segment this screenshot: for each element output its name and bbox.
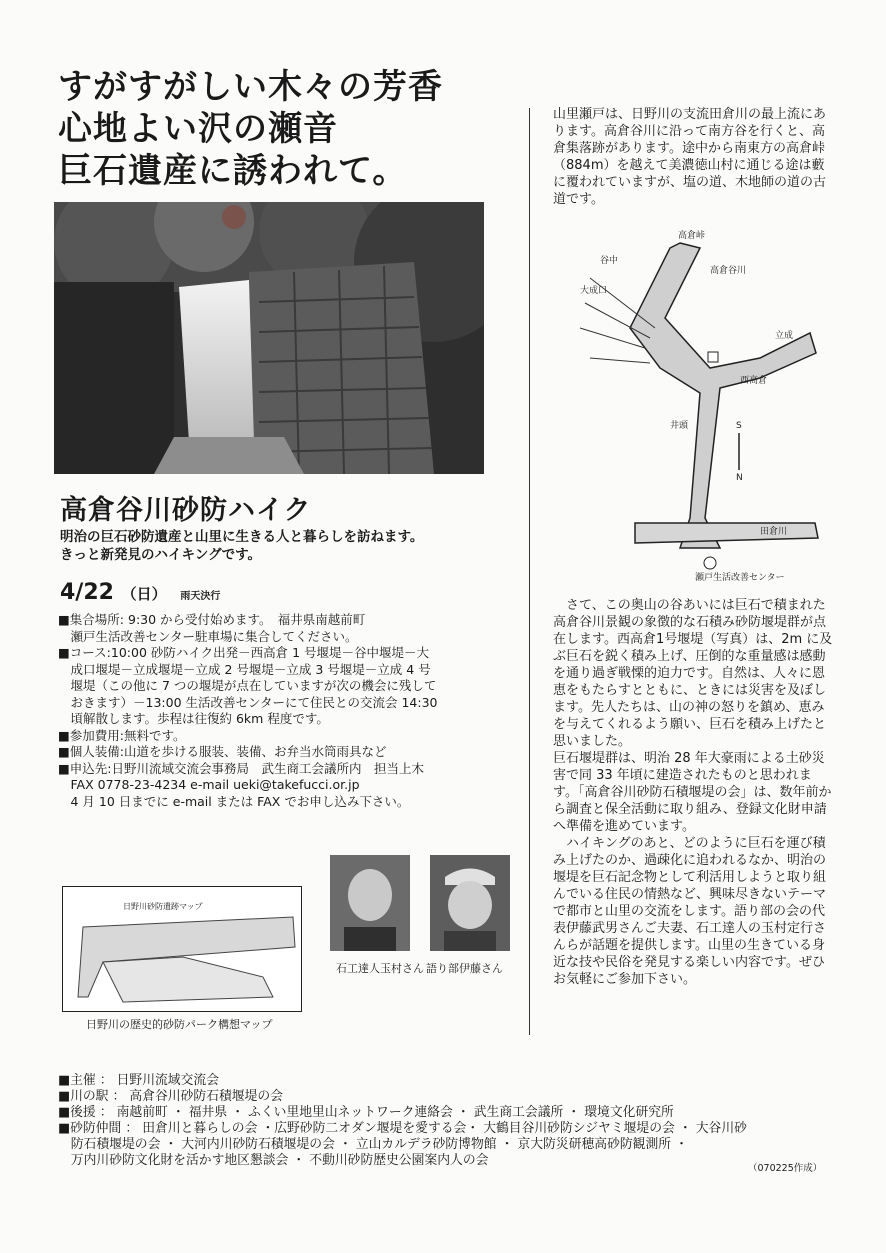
event-lead-line-1: 明治の巨石砂防遺産と山里に生きる人と暮らしを訪ねます。 <box>60 529 424 545</box>
event-lead-line-2: きっと新発見のハイキングです。 <box>60 547 262 563</box>
detail-line: 4 月 10 日までに e-mail または FAX でお申し込み下さい。 <box>58 793 410 809</box>
detail-line: ■コース:10:00 砂防ハイク出発－西高倉 1 号堰堤－谷中堰堤－大 <box>58 645 430 660</box>
portrait-caption-tamamura: 石工達人玉村さん <box>336 962 424 975</box>
waterfall-dam-photo <box>54 202 484 474</box>
park-map-inner-title: 日野川砂防遺跡マップ <box>123 902 203 911</box>
compass-north: N <box>736 473 743 483</box>
event-date <box>60 580 220 605</box>
route-label-taninaka: 谷中 <box>600 256 619 266</box>
detail-line: ■個人装備:山道を歩ける服装、装備、お弁当水筒雨具など <box>58 744 387 759</box>
detail-line: ■集合場所: 9:30 から受付始めます。 福井県南越前町 <box>58 612 366 627</box>
route-label-igashira: 井頭 <box>670 421 689 431</box>
parking-marker-upper <box>708 352 718 362</box>
event-title: 高倉谷川砂防ハイク <box>60 495 312 526</box>
route-label-tatsunari: 立成 <box>775 331 794 341</box>
event-lead <box>60 528 423 564</box>
main-article <box>553 597 835 988</box>
event-details <box>58 612 518 810</box>
portrait-tamamura <box>330 855 410 951</box>
creation-date-note: （070225作成） <box>748 1163 823 1174</box>
article-paragraph-1: さて、この奥山の谷あいには巨石で積まれた高倉谷川景観の象徴的な石積み砂防堰堤群が点在します。西高倉1号堰堤（写真）は、2m に及ぶ巨石を鋭く積み上げ、圧倒的な重量感は感動を通り過ぎ戦慄的迫力です。自然は、人々に恩恵をもたらすとともに、ときには災害を及ぼします。先人たちは、山の神の怒りを鎮め、恵みを与えてくれるよう願い、巨石を積み上げたと思いました。 <box>553 598 833 749</box>
detail-line: 堰堤（この他に 7 つの堰堤が点在していますが次の機会に残して <box>58 678 437 693</box>
credit-line: 万内川砂防文化財を活かす地区懇談会 ・ 不動川砂防歴史公園案内人の会 <box>58 1153 489 1168</box>
event-date-value: 4/22 <box>60 580 114 605</box>
detail-line: 成口堰堤－立成堰堤－立成 2 号堰堤－立成 3 号堰堤－立成 4 号 <box>58 661 431 677</box>
route-map <box>560 218 822 588</box>
detail-line: おきます）－13:00 生活改善センターにて住民との交流会 14:30 <box>58 694 438 710</box>
column-divider <box>529 108 530 1035</box>
portrait-ito <box>430 855 510 951</box>
headline-line-1: すがすがしい木々の芳香 <box>58 67 443 107</box>
article-paragraph-2: 巨石堰堤群は、明治 28 年大豪雨による土砂災害で同 33 年頃に建造されたものと思われます。「高倉谷川砂防石積堰堤の会」は、数年前から調査と保全活動に取り組み、登録文化財申請へ準備を進めています。 <box>553 751 832 834</box>
route-label-seto-center: 瀬戸生活改善センター <box>695 573 785 583</box>
route-label-nishitakakura: 西高倉 <box>740 376 768 386</box>
credits <box>58 1073 838 1169</box>
detail-line: ■申込先:日野川流域交流会事務局 武生商工会議所内 担当上木 <box>58 760 425 776</box>
route-map-drawing <box>560 218 822 588</box>
sabo-park-map <box>62 886 302 1012</box>
portrait-tamamura-image <box>330 855 410 951</box>
credit-line: ■川の駅 ： 高倉谷川砂防石積堰堤の会 <box>58 1089 283 1104</box>
route-label-takakura-pass: 高倉峠 <box>678 231 706 241</box>
sabo-park-map-drawing <box>63 887 301 1011</box>
park-map-caption: 日野川の歴史的砂防パーク構想マップ <box>86 1018 273 1031</box>
headline-line-2: 心地よい沢の瀬音 <box>58 109 338 149</box>
portrait-caption-ito: 語り部伊藤さん <box>426 962 503 975</box>
credit-line: ■後援 ： 南越前町 ・ 福井県 ・ ふくい里地里山ネットワーク連絡会 ・ 武生商工会議所 ・ 環境文化研究所 <box>58 1105 674 1120</box>
compass-south: S <box>736 421 742 431</box>
waterfall-illustration <box>54 202 484 474</box>
credit-line: ■砂防仲間 ： 田倉川と暮らしの会 ・広野砂防二オダン堰堤を愛する会・ 大鶴目谷川砂防シジヤミ堰堤の会 ・ 大谷川砂 <box>58 1121 747 1136</box>
rain-note: 雨天決行 <box>180 591 221 602</box>
portrait-ito-image <box>430 855 510 951</box>
detail-line: 頃解散します。歩程は往復約 6km 程度です。 <box>58 711 329 726</box>
article-paragraph-3: ハイキングのあと、どのように巨石を運び積み上げたのか、過疎化に追われるなか、明治の堰堤を巨石記念物として利活用しようと取り組んでいる住民の情熱など、興味尽きないテーマで都市と山里の交流をします。語り部の会の代表伊藤武男さんご夫妻、石工達人の玉村定行さんらが話題を提供します。山里の生きている身近な技や民俗を発見する楽しい内容です。ぜひお気軽にご参加下さい。 <box>553 836 827 987</box>
parking-marker-lower <box>704 557 716 569</box>
headline <box>58 66 443 192</box>
route-label-onarikuchi: 大成口 <box>580 286 608 296</box>
route-label-takura-river: 田倉川 <box>760 527 788 537</box>
event-weekday: （日） <box>121 585 167 603</box>
detail-line: 瀬戸生活改善センター駐車場に集合してください。 <box>58 628 358 644</box>
detail-line-contact: FAX 0778-23-4234 e-mail ueki@takefucci.or.jp <box>58 777 360 792</box>
headline-line-3: 巨石遺産に誘われて。 <box>58 151 408 191</box>
intro-paragraph: 山里瀬戸は、日野川の支流田倉川の最上流にあります。高倉谷川に沿って南方谷を行くと、高倉集落跡があります。途中から南東方の高倉峠（884m）を越えて美濃徳山村に通じる途は藪に覆われていますが、塩の道、木地師の道の古道です。 <box>553 107 827 207</box>
route-label-takakuradani-river: 高倉谷川 <box>710 266 747 276</box>
credit-line: 防石積堰堤の会 ・ 大河内川砂防石積堰堤の会 ・ 立山カルデラ砂防博物館 ・ 京大防災研穂高砂防観測所 ・ <box>58 1137 688 1152</box>
detail-line: ■参加費用:無料です。 <box>58 727 186 743</box>
credit-line: ■主催 ： 日野川流域交流会 <box>58 1073 219 1088</box>
